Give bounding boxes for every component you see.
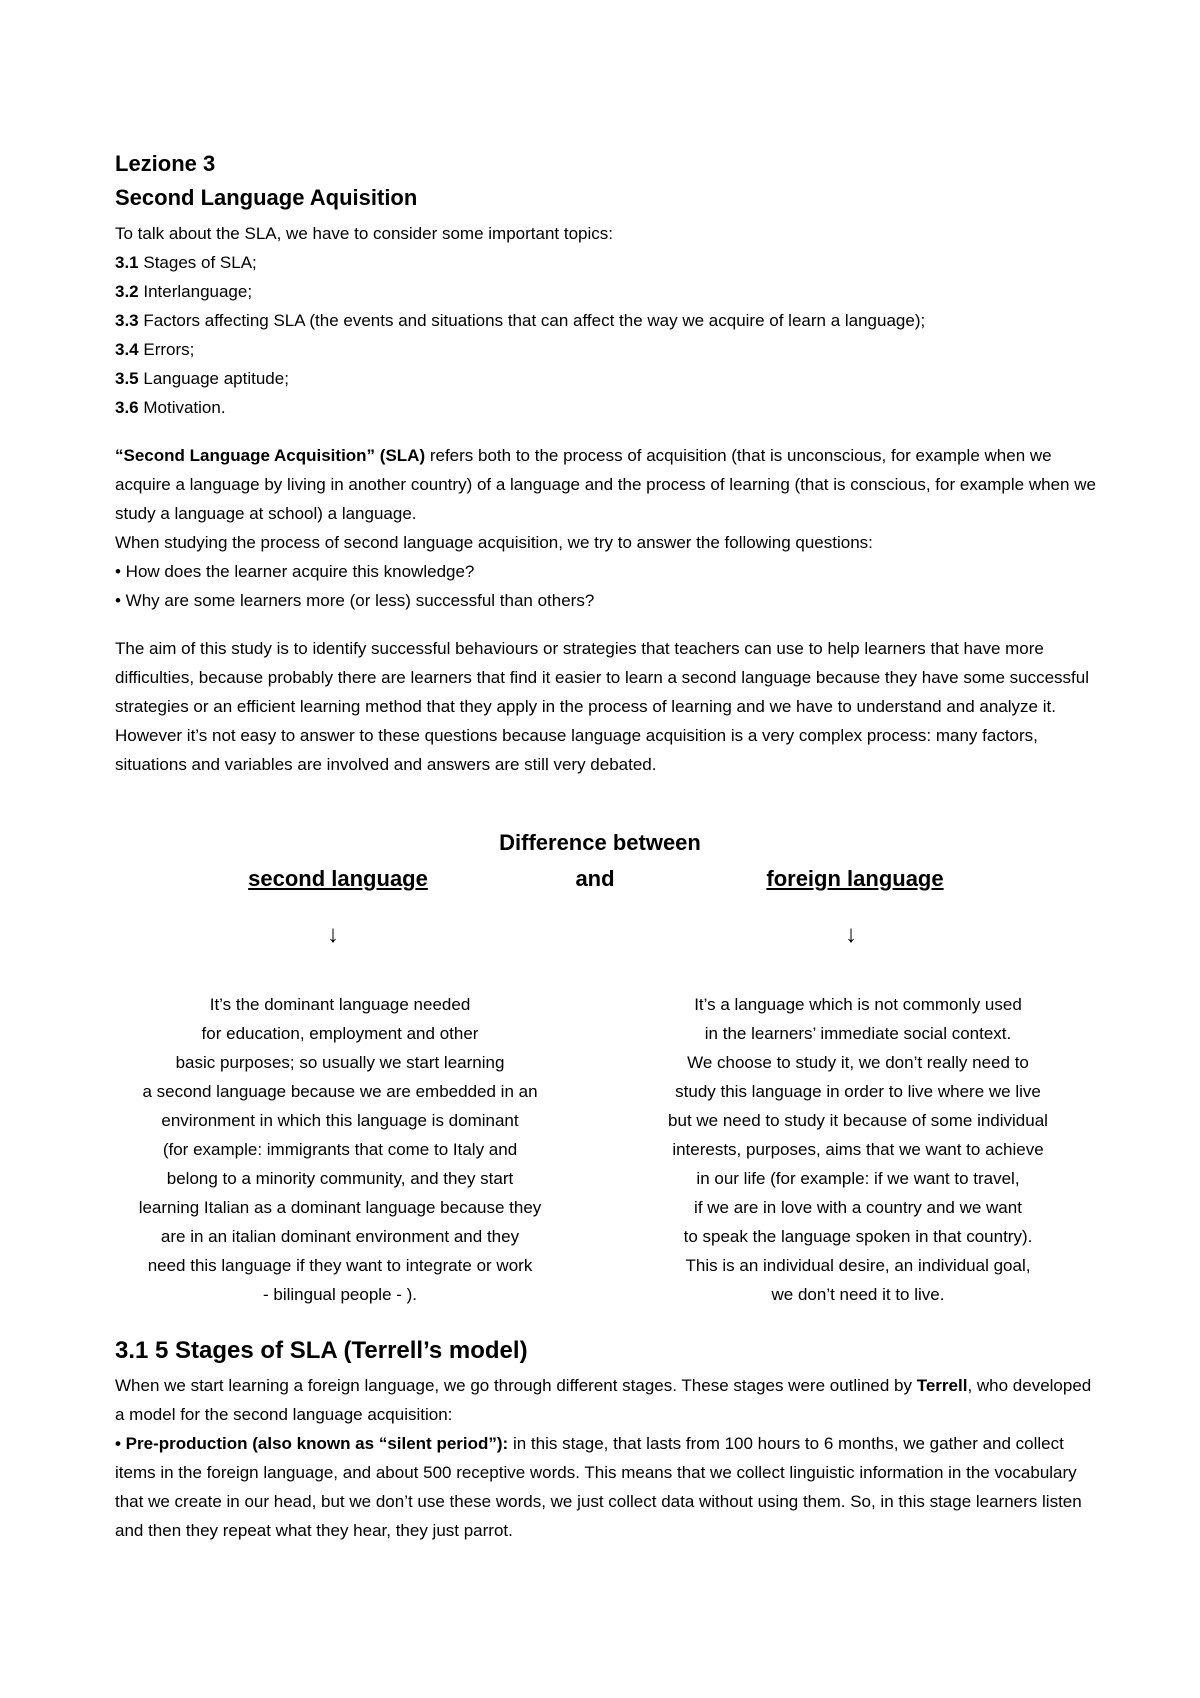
text-line: but we need to study it because of some individual [668,1111,1048,1130]
question-item: • Why are some learners more (or less) successful than others? [115,591,595,610]
topic-item: 3.4 Errors; [115,340,195,359]
stage-pre-production [115,1429,1100,1545]
text-line: learning Italian as a dominant language because they [138,1198,542,1217]
text-line: if we are in love with a country and we want [694,1198,1022,1217]
difference-title: Difference between [499,830,701,855]
topic-item: 3.2 Interlanguage; [115,282,253,301]
terrell-name: Terrell [916,1376,968,1395]
topics-lead: To talk about the SLA, we have to consider some important topics: [115,224,613,243]
page-title: Second Language Aquisition [115,185,418,210]
topic-item: 3.1 Stages of SLA; [115,253,257,272]
topics-list [115,219,1100,422]
second-language-heading: second language [248,866,428,891]
text-line: environment in which this language is dominant [161,1111,519,1130]
definition-term: “Second Language Acquisition” (SLA) [115,446,426,465]
topic-item: 3.6 Motivation. [115,398,226,417]
text-line: are in an italian dominant environment and they [160,1227,520,1246]
topic-item: 3.3 Factors affecting SLA (the events and situations that can affect the way we acquire of learn a language); [115,311,926,330]
text-line: (for example: immigrants that come to Italy and [162,1140,518,1159]
text-line: It’s a language which is not commonly used [694,995,1022,1014]
text-line: - bilingual people - ). [262,1285,418,1304]
section-3-1-heading: 3.1 5 Stages of SLA (Terrell’s model) [115,1337,528,1364]
and-label: and [575,866,615,891]
text-line: for education, employment and other [201,1024,479,1043]
text-line: We choose to study it, we don’t really need to [687,1053,1029,1072]
question-item: • How does the learner acquire this knowledge? [115,562,475,581]
text-line: in our life (for example: if we want to travel, [696,1169,1020,1188]
foreign-language-heading: foreign language [766,866,944,891]
lesson-heading: Lezione 3 [115,151,216,176]
text-line: in the learners’ immediate social context. [704,1024,1012,1043]
down-arrow-icon: ↓ [327,921,339,948]
text-line: belong to a minority community, and they start [166,1169,514,1188]
text-line: study this language in order to live where we live [675,1082,1041,1101]
text-line: This is an individual desire, an individual goal, [685,1256,1031,1275]
definition-text: refers both to the process of acquisition (that is unconscious, for example when we acquire a language by living in another country) of a language and the process of learning (that is conscious, for example when we study a language at school) a language. [115,446,1096,523]
second-language-description [80,990,600,1309]
aim-paragraph: The aim of this study is to identify successful behaviours or strategies that teachers can use to help learners that have more difficulties, because probably there are learners that find it easier to learn a second language because they have some successful strategies or an efficient learning method that they apply in the process of learning and we have to understand and analyze it. However it’s not easy to answer to these questions because language acquisition is a very complex process: many factors, situations and variables are involved and answers are still very debated. [115,639,1089,774]
text-line: basic purposes; so usually we start learning [175,1053,505,1072]
text-line: interests, purposes, aims that we want to achieve [672,1140,1044,1159]
down-arrow-icon: ↓ [845,921,857,948]
stage-text: in this stage, that lasts from 100 hours to 6 months, we gather and collect items in the foreign language, and about 500 receptive words. This means that we collect linguistic information in the vocabulary that we create in our head, but we don’t use these words, we just collect data without using them. So, in this stage learners listen and then they repeat what they hear, they just parrot. [115,1434,1082,1540]
questions-lead: When studying the process of second language acquisition, we try to answer the following questions: [115,533,873,552]
section-3-1-body: When we start learning a foreign language, we go through different stages. These stages were outlined by Terrell, who developed a model for the second language acquisition: • Pre-production (also known as “silent period”): in this stage, that lasts from 100 hours to 6 months, we gather and collect items in the foreign language, and about 500 receptive words. This means that we collect linguistic information in the vocabulary that we create in our head, but we don’t use these words, we just collect data without using them. So, in this stage learners listen and then they repeat what they hear, they just parrot. [115,1371,1100,1545]
text-line: It’s the dominant language needed [209,995,471,1014]
text-line: a second language because we are embedded in an [142,1082,538,1101]
definition-paragraph [115,441,1100,615]
stage-label: • Pre-production (also known as “silent period”): [115,1434,509,1453]
text-line: we don’t need it to live. [771,1285,945,1304]
foreign-language-description [598,990,1118,1309]
text-line: need this language if they want to integrate or work [147,1256,533,1275]
topic-item: 3.5 Language aptitude; [115,369,289,388]
text-line: to speak the language spoken in that country). [683,1227,1033,1246]
